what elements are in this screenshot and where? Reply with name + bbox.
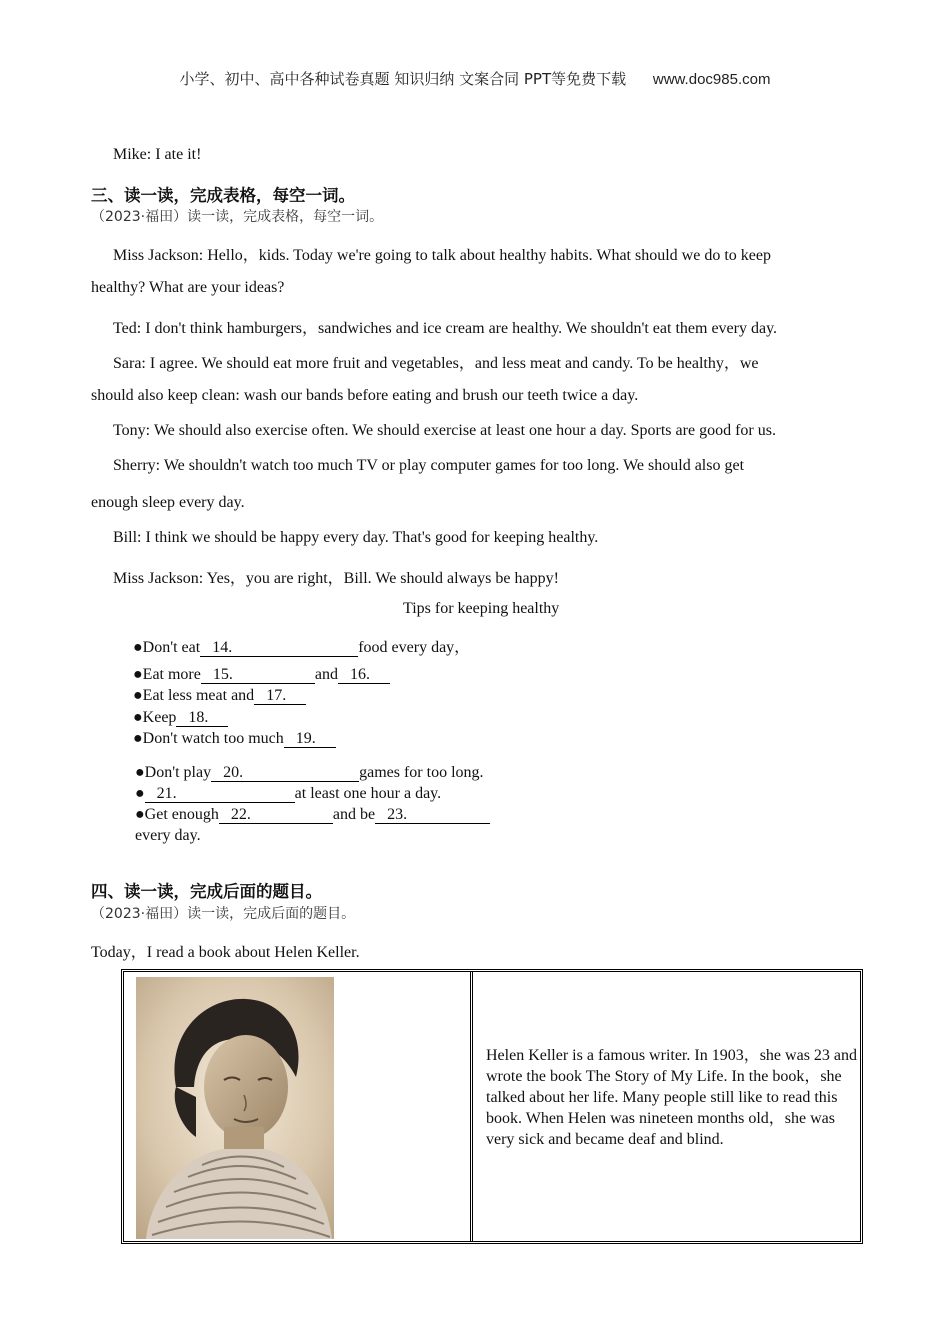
blank-15[interactable]: 15. xyxy=(201,666,315,684)
tip-item: ●Keep 18. xyxy=(133,709,228,727)
blank-22[interactable]: 22. xyxy=(219,806,333,824)
tip-item-cont: every day. xyxy=(135,827,201,844)
blank-17[interactable]: 17. xyxy=(254,687,306,705)
tip-item: ● 21. at least one hour a day. xyxy=(135,785,442,802)
dialogue-line: Bill: I think we should be happy every day. That's good for keeping healthy. xyxy=(113,529,599,546)
tip-item: ●Don't play 20. games for too long. xyxy=(135,764,484,781)
section4-source: （2023·福田）读一读，完成后面的题目。 xyxy=(91,906,356,922)
tips-title: Tips for keeping healthy xyxy=(403,600,560,617)
tip-item: ●Don't watch too much 19. xyxy=(133,730,336,748)
dialogue-line: Sara: I agree. We should eat more fruit and vegetables，and less meat and candy. To be healthy，we xyxy=(113,355,759,372)
page-header xyxy=(0,68,950,89)
tip-item: ●Eat less meat and 17. xyxy=(133,687,306,705)
dialogue-line: Sherry: We shouldn't watch too much TV or play computer games for too long. We should also get xyxy=(113,457,745,474)
tip-item: ●Don't eat 14. food every day， xyxy=(133,639,471,656)
section3-source: （2023·福田）读一读，完成表格，每空一词。 xyxy=(91,209,384,225)
dialogue-line: healthy? What are your ideas? xyxy=(91,279,285,296)
blank-21[interactable]: 21. xyxy=(145,785,295,803)
header-text: 小学、初中、高中各种试卷真题 知识归纳 文案合同 PPT等免费下载 xyxy=(179,70,627,88)
dialogue-line: Miss Jackson: Hello，kids. Today we're going to talk about healthy habits. What should we do to keep xyxy=(113,247,771,264)
blank-14[interactable]: 14. xyxy=(200,639,358,657)
header-url[interactable]: www.doc985.com xyxy=(652,71,771,88)
mike-line: Mike: I ate it! xyxy=(113,146,202,163)
section3-title: 三、读一读，完成表格，每空一词。 xyxy=(91,186,355,205)
tip-item: ●Get enough 22. and be 23. xyxy=(135,806,490,824)
dialogue-line: Tony: We should also exercise often. We should exercise at least one hour a day. Sports are good for us. xyxy=(113,422,776,439)
blank-16[interactable]: 16. xyxy=(338,666,390,684)
portrait-photo xyxy=(136,977,334,1239)
dialogue-line: Miss Jackson: Yes，you are right，Bill. We should always be happy! xyxy=(113,570,559,587)
photo-cell xyxy=(124,972,473,1241)
tip-item: ●Eat more 15. and 16. xyxy=(133,666,390,684)
dialogue-line: enough sleep every day. xyxy=(91,494,245,511)
blank-19[interactable]: 19. xyxy=(284,730,336,748)
passage-text: Helen Keller is a famous writer. In 1903，she was 23 and wrote the book The Story of My Life. In the book，she talked about her life. Many people still like to read this book. When Helen was nineteen months old，she was very sick and became deaf and blind. xyxy=(486,1047,858,1148)
info-table xyxy=(121,969,863,1244)
section4-intro: Today，I read a book about Helen Keller. xyxy=(91,944,360,961)
blank-18[interactable]: 18. xyxy=(176,709,228,727)
section4-title: 四、读一读，完成后面的题目。 xyxy=(91,882,322,901)
dialogue-line: should also keep clean: wash our bands before eating and brush our teeth twice a day. xyxy=(91,387,639,404)
dialogue-line: Ted: I don't think hamburgers，sandwiches and ice cream are healthy. We shouldn't eat them every day. xyxy=(113,320,778,337)
blank-20[interactable]: 20. xyxy=(211,764,359,782)
blank-23[interactable]: 23. xyxy=(375,806,490,824)
